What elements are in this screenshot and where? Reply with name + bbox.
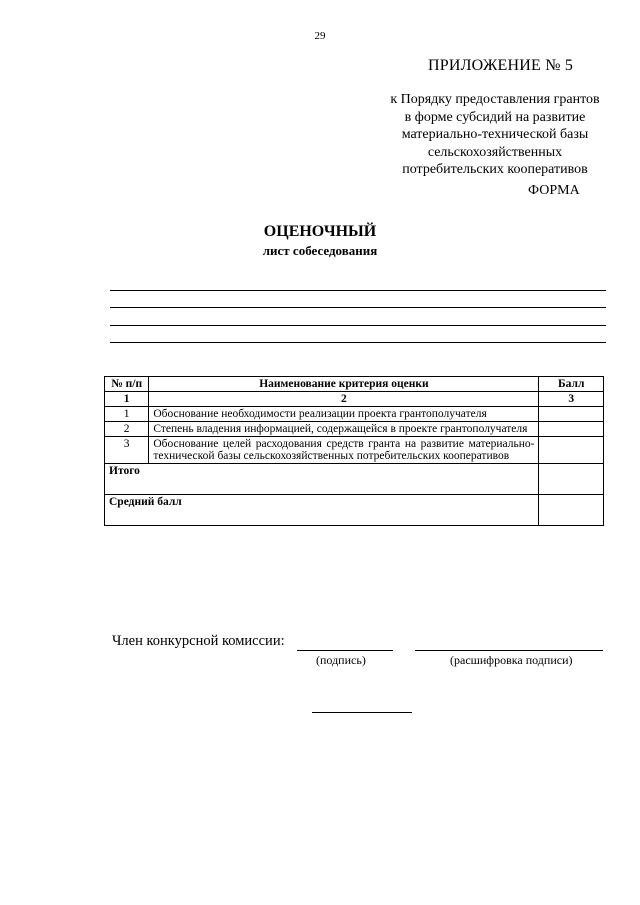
row-criterion: Обоснование целей расходования средств гранта на развитие материально-технической базы сельскохозяйственных потребительских кооперативов bbox=[149, 437, 539, 464]
row-criterion: Обоснование необходимости реализации проекта грантополучателя bbox=[149, 407, 539, 422]
blank-fill-line bbox=[110, 342, 606, 343]
blank-fill-line bbox=[110, 325, 606, 326]
average-label: Средний балл bbox=[105, 495, 539, 526]
average-score-cell[interactable] bbox=[539, 495, 604, 526]
row-criterion: Степень владения информацией, содержащейся в проекте грантополучателя bbox=[149, 422, 539, 437]
appendix-title: ПРИЛОЖЕНИЕ № 5 bbox=[428, 57, 574, 74]
name-decode-line[interactable] bbox=[415, 650, 603, 651]
table-row bbox=[105, 437, 604, 464]
row-num: 1 bbox=[105, 407, 149, 422]
document-subtitle: лист собеседования bbox=[262, 243, 378, 258]
row-num: 3 bbox=[105, 437, 149, 464]
total-score-cell[interactable] bbox=[539, 464, 604, 495]
row-score-cell[interactable] bbox=[539, 422, 604, 437]
appendix-line: материально-технической базы bbox=[401, 127, 589, 142]
page-number: 29 bbox=[314, 30, 326, 42]
header-num: № п/п bbox=[105, 377, 149, 392]
column-index: 3 bbox=[539, 392, 604, 407]
appendix-line: потребительских кооперативов bbox=[402, 162, 588, 177]
column-index: 1 bbox=[105, 392, 149, 407]
closing-rule bbox=[312, 712, 412, 713]
commission-member-label: Член конкурсной комиссии: bbox=[112, 633, 285, 649]
evaluation-table bbox=[104, 376, 604, 526]
header-criterion: Наименование критерия оценки bbox=[149, 377, 539, 392]
header-score: Балл bbox=[539, 377, 604, 392]
form-label: ФОРМА bbox=[528, 183, 580, 198]
document-title: ОЦЕНОЧНЫЙ bbox=[263, 223, 377, 240]
table-row bbox=[105, 422, 604, 437]
signature-caption: (подпись) bbox=[316, 653, 366, 667]
appendix-line: в форме субсидий на развитие bbox=[404, 109, 586, 125]
appendix-line: сельскохозяйственных bbox=[427, 144, 563, 160]
total-label: Итого bbox=[105, 464, 539, 495]
total-row bbox=[105, 464, 604, 495]
appendix-line: к Порядку предоставления грантов bbox=[390, 92, 600, 107]
signature-line[interactable] bbox=[297, 650, 393, 651]
column-index-row bbox=[105, 392, 604, 407]
row-num: 2 bbox=[105, 422, 149, 437]
table-header-row bbox=[105, 377, 604, 392]
row-score-cell[interactable] bbox=[539, 407, 604, 422]
appendix-subtitle bbox=[360, 91, 630, 179]
blank-fill-line bbox=[110, 307, 606, 308]
row-score-cell[interactable] bbox=[539, 437, 604, 464]
blank-fill-line bbox=[110, 290, 606, 291]
table-row bbox=[105, 407, 604, 422]
average-row bbox=[105, 495, 604, 526]
column-index: 2 bbox=[149, 392, 539, 407]
name-decode-caption: (расшифровка подписи) bbox=[450, 653, 573, 667]
